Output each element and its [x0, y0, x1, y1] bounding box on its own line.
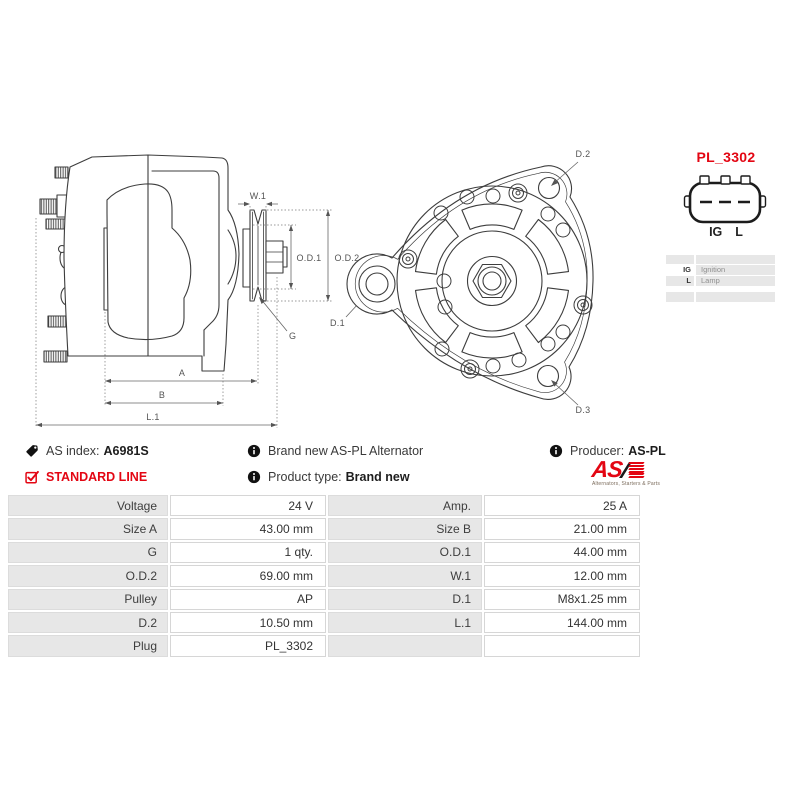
spec-value-cell: 69.00 mm: [170, 565, 326, 586]
legend-empty-cell: [666, 292, 694, 302]
dim-label-od1: O.D.1: [296, 253, 322, 263]
spec-label-cell: [328, 635, 482, 656]
dim-label-l1: L.1: [146, 412, 160, 422]
info-icon: [549, 444, 563, 458]
dim-label-a: A: [178, 368, 186, 378]
spec-value-cell: [484, 635, 640, 656]
spec-label-cell: Plug: [8, 635, 168, 656]
producer-label: Producer:: [570, 443, 625, 458]
as-index-value: A6981S: [103, 443, 149, 458]
legend-term: IG: [683, 265, 691, 274]
legend-empty-cell: [696, 255, 775, 264]
spec-label-cell: Amp.: [328, 495, 482, 516]
legend-spacer: [666, 287, 694, 291]
logo-tagline: Alternators, Starters & Parts: [592, 481, 661, 487]
legend-empty-cell: [666, 255, 694, 264]
logo-as-text: AS: [590, 456, 624, 482]
product-line-row: [25, 469, 147, 484]
spec-label-cell: O.D.2: [8, 565, 168, 586]
dim-label-w1: W.1: [249, 191, 267, 201]
dim-label-d3: D.3: [575, 405, 591, 415]
spec-label-cell: Pulley: [8, 589, 168, 610]
connector-pin-labels: [660, 225, 792, 239]
spec-label-cell: W.1: [328, 565, 482, 586]
spec-label-cell: D.2: [8, 612, 168, 633]
dim-label-b: B: [158, 390, 166, 400]
spec-value-cell: PL_3302: [170, 635, 326, 656]
product-description: Brand new AS-PL Alternator: [268, 443, 424, 458]
pin-label-ig: IG: [709, 225, 723, 239]
product-type-value: Brand new: [345, 469, 410, 484]
checkbox-icon: [25, 470, 39, 484]
spec-label-cell: Size A: [8, 518, 168, 539]
connector-drawing: [685, 176, 766, 222]
info-icon: [247, 444, 261, 458]
spec-value-cell: 44.00 mm: [484, 542, 640, 563]
plug-code-title: PL_3302: [696, 149, 756, 165]
spec-value-cell: 25 A: [484, 495, 640, 516]
logo-stripes: [629, 462, 644, 480]
pin-legend-table: [666, 255, 775, 302]
spec-value-cell: 144.00 mm: [484, 612, 640, 633]
spec-value-cell: 10.50 mm: [170, 612, 326, 633]
spec-label-cell: Voltage: [8, 495, 168, 516]
spec-label-cell: O.D.1: [328, 542, 482, 563]
as-pl-logo: [590, 456, 661, 487]
spec-label-cell: L.1: [328, 612, 482, 633]
spec-label-cell: G: [8, 542, 168, 563]
product-type-row: [247, 469, 410, 484]
spec-value-cell: 1 qty.: [170, 542, 326, 563]
info-icon: [247, 470, 261, 484]
legend-desc: Lamp: [696, 276, 775, 286]
standard-line-badge: STANDARD LINE: [46, 469, 148, 484]
spec-value-cell: 21.00 mm: [484, 518, 640, 539]
spec-value-cell: 43.00 mm: [170, 518, 326, 539]
dim-label-g: G: [289, 331, 297, 341]
dim-label-d2: D.2: [575, 149, 591, 159]
spec-value-cell: M8x1.25 mm: [484, 589, 640, 610]
tag-icon: [25, 444, 39, 458]
dim-label-od2: O.D.2: [334, 253, 360, 263]
spec-table: [8, 495, 640, 657]
side-view-drawing: [40, 155, 287, 371]
legend-spacer: [696, 287, 775, 291]
product-type-label: Product type:: [268, 469, 342, 484]
description-row: [247, 443, 423, 458]
front-view-drawing: [347, 166, 593, 400]
legend-term: L: [666, 276, 694, 286]
spec-value-cell: 12.00 mm: [484, 565, 640, 586]
legend-empty-cell: [696, 292, 775, 302]
spec-value-cell: 24 V: [170, 495, 326, 516]
dim-label-d1: D.1: [330, 318, 345, 328]
spec-label-cell: D.1: [328, 589, 482, 610]
spec-label-cell: Size B: [328, 518, 482, 539]
pin-label-l: L: [735, 225, 743, 239]
as-index-label: AS index:: [46, 443, 100, 458]
legend-desc: Ignition: [696, 265, 775, 275]
spec-value-cell: AP: [170, 589, 326, 610]
as-index-row: [25, 443, 149, 458]
producer-value: AS-PL: [628, 443, 666, 458]
